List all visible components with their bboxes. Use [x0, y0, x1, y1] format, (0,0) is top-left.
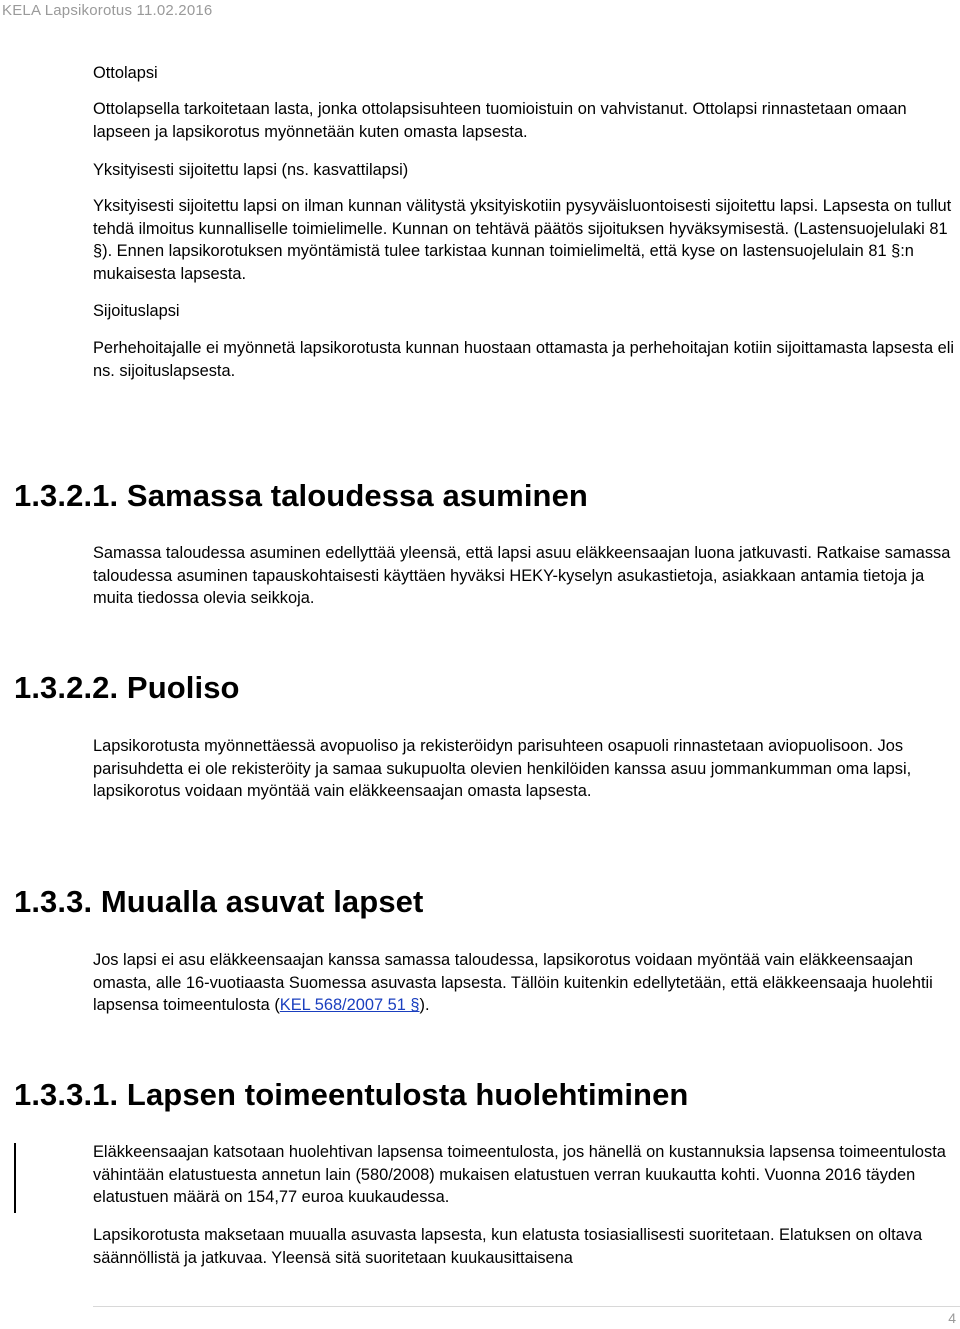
running-header: KELA Lapsikorotus 11.02.2016 [2, 2, 213, 19]
paragraph-1331-b: Lapsikorotusta maksetaan muualla asuvasta lapsesta, kun elatusta tosiasiallisesti suoritetaan. Elatuksen on oltava säännöllistä ja jatkuvaa. Yleensä sitä suoritetaan kuukausittaisena [93, 1226, 923, 1267]
page-number: 4 [948, 1310, 956, 1326]
chapter-heading-133: 1.3.3. Muualla asuvat lapset [14, 884, 424, 919]
section-heading-ottolapsi: Ottolapsi [93, 64, 158, 82]
kel-law-reference-link[interactable]: KEL 568/2007 51 § [279, 996, 420, 1015]
paragraph-1331-a: Eläkkeensaajan katsotaan huolehtivan lapsensa toimeentulosta, jos hänellä on kustannuksia lapsensa toimeentulosta vähintään elatustuesta annetun lain (580/2008) mukaisen elatustuen verran kuukautta kohti. Vuonna 2016 täyden elatustuen määrä on 154,77 euroa kuukaudessa. [93, 1143, 946, 1207]
paragraph-133-text: Jos lapsi ei asu eläkkeensaajan kanssa samassa taloudessa, lapsikorotus voidaan myöntää vain eläkkeensaajan omasta, alle 16-vuotiaasta Suomessa asuvasta lapsesta. Tällöin kuitenkin edellytetään, että eläkkeensaaja huolehtii lapsensa toimeentulosta ( [93, 951, 933, 1015]
chapter-heading-1322: 1.3.2.2. Puoliso [14, 670, 240, 705]
paragraph-sijoituslapsi: Perhehoitajalle ei myönnetä lapsikorotusta kunnan huostaan ottamasta ja perhehoitajan kotiin sijoittamasta lapsesta eli ns. sijoituslapsesta. [93, 339, 955, 380]
footer-divider [93, 1306, 960, 1307]
paragraph-133 [93, 949, 955, 1017]
chapter-heading-1331: 1.3.3.1. Lapsen toimeentulosta huolehtiminen [14, 1077, 689, 1112]
paragraph-133-end: ). [419, 996, 430, 1015]
paragraph-yksityisesti: Yksityisesti sijoitettu lapsi on ilman kunnan välitystä yksityiskotiin pysyväisluontoisesti sijoitettu lapsi. Lapsesta on tullut tehdä ilmoitus kunnalliselle toimielimelle. Kunnan on tehtävä päätös sijoituksen hyväksymisestä. (Lastensuojelulaki 81 §). Ennen lapsikorotuksen myöntämistä tulee tarkistaa kunnan toimielimeltä, että kyse on lastensuojelulain 81 §:n mukaisesta lapsesta. [93, 197, 952, 283]
section-heading-sijoituslapsi: Sijoituslapsi [93, 302, 180, 320]
section-heading-yksityisesti: Yksityisesti sijoitettu lapsi (ns. kasvattilapsi) [93, 161, 409, 179]
paragraph-1321: Samassa taloudessa asuminen edellyttää yleensä, että lapsi asuu eläkkeensaajan luona jatkuvasti. Ratkaise samassa taloudessa asuminen tapauskohtaisesti käyttäen hyväksi HEKY-kyselyn asukastietoja, asiakkaan antamia tietoja ja muita tiedossa olevia seikkoja. [93, 544, 951, 608]
paragraph-1322: Lapsikorotusta myönnettäessä avopuoliso ja rekisteröidyn parisuhteen osapuoli rinnastetaan aviopuolisoon. Jos parisuhdetta ei ole rekisteröity ja samaa sukupuolta olevien henkilöiden kanssa asuu jommankumman oma lapsi, lapsikorotus voidaan myöntää vain eläkkeensaajan omasta lapsesta. [93, 737, 912, 801]
chapter-heading-1321: 1.3.2.1. Samassa taloudessa asuminen [14, 478, 588, 513]
change-bar [14, 1143, 16, 1213]
paragraph-ottolapsi: Ottolapsella tarkoitetaan lasta, jonka ottolapsisuhteen tuomioistuin on vahvistanut. Ottolapsi rinnastetaan omaan lapseen ja lapsikorotus myönnetään kuten omasta lapsesta. [93, 100, 907, 141]
